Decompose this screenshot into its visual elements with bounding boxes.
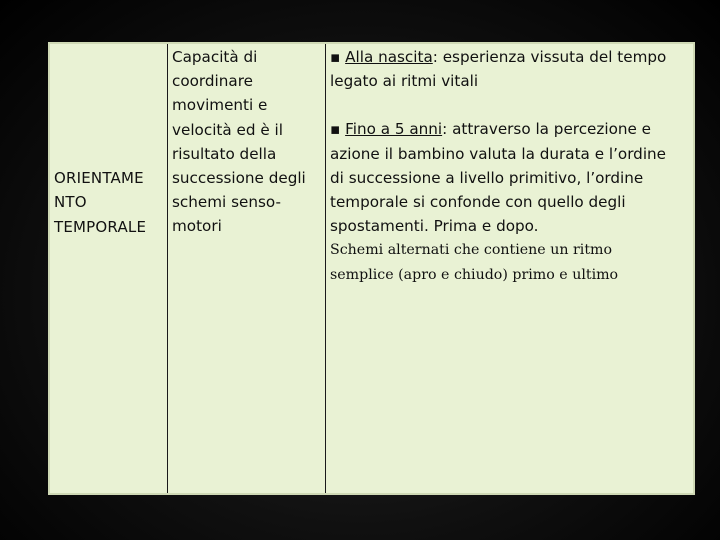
notes-cell [326, 44, 693, 493]
bullet-text: : attraverso la percezione e [442, 120, 652, 139]
bullet-continuation: spostamenti. Prima e dopo. [330, 217, 539, 236]
definition-cell [168, 44, 326, 493]
bullet-text: : esperienza vissuta del tempo [432, 48, 667, 66]
definition-line: movimenti e [172, 96, 268, 115]
bullet-continuation: azione il bambino valuta la durata e l’ordine [330, 144, 667, 163]
bullet-item-five-years [330, 117, 689, 141]
definition-line: coordinare [172, 72, 253, 91]
square-bullet-icon: ▪ [330, 48, 341, 66]
category-line: NTO [54, 193, 87, 212]
definition-line: schemi senso- [172, 193, 281, 212]
serif-note-line: Schemi alternati che contiene un ritmo [330, 242, 613, 259]
definition-line: Capacità di [172, 48, 258, 66]
content-table [48, 42, 695, 495]
category-text [54, 166, 146, 239]
definition-line: motori [172, 217, 222, 236]
spacer [330, 93, 689, 117]
bullet-item-birth [330, 45, 689, 69]
definition-line: successione degli [172, 169, 306, 188]
category-line: ORIENTAME [54, 169, 144, 188]
bullet-continuation: temporale si confonde con quello degli [330, 193, 626, 212]
definition-line: risultato della [172, 144, 277, 163]
category-line: TEMPORALE [54, 217, 147, 236]
bullet-continuation: di successione a livello primitivo, l’ordine [330, 168, 644, 187]
square-bullet-icon: ▪ [330, 120, 341, 139]
category-cell [50, 44, 168, 493]
serif-note-line: semplice (apro e chiudo) primo e ultimo [330, 266, 619, 283]
bullet-continuation: legato ai ritmi vitali [330, 72, 479, 91]
bullet-label: Alla nascita [345, 48, 433, 66]
definition-line: velocità ed è il [172, 120, 283, 139]
bullet-label: Fino a 5 anni [345, 120, 443, 139]
